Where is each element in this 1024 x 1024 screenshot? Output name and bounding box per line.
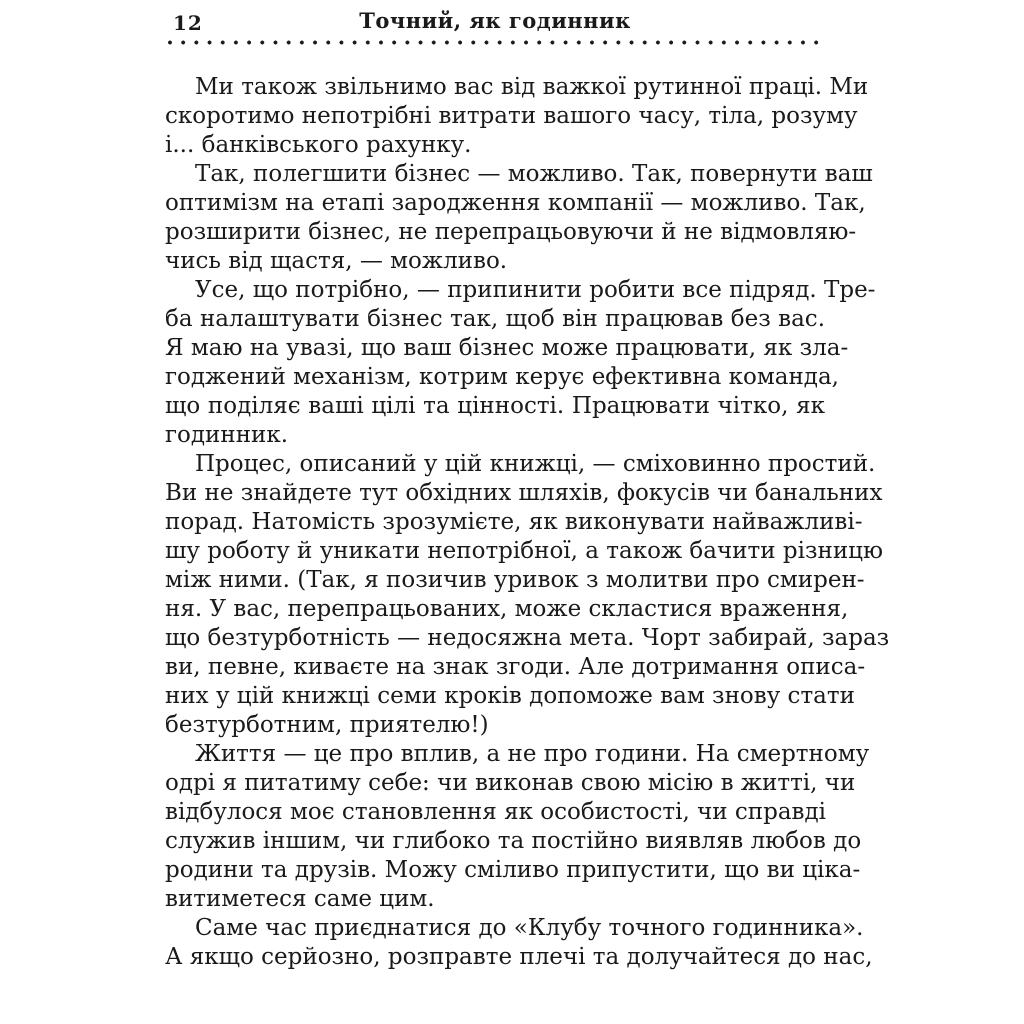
- text-line: ня. У вас, перепрацьованих, може скластися враження,: [165, 596, 849, 622]
- text-line: Я маю на увазі, що ваш бізнес може працювати, як зла-: [165, 335, 849, 361]
- page-number: 12: [173, 11, 203, 35]
- text-line: оптимізм на етапі зародження компанії — можливо. Так,: [165, 190, 866, 216]
- dotted-divider: [167, 39, 825, 46]
- text-line: і... банківського рахунку.: [165, 132, 472, 158]
- paragraph: [165, 276, 876, 450]
- text-line: них у цій книжці семи кроків допоможе вам знову стати: [165, 683, 855, 709]
- text-line: Так, полегшити бізнес — можливо. Так, повернути ваш: [195, 161, 873, 187]
- text-line: відбулося моє становлення як особистості, чи справді: [165, 799, 827, 825]
- text-line: Усе, що потрібно, — припинити робити все підряд. Тре-: [195, 277, 876, 303]
- paragraph: [165, 160, 873, 276]
- text-line: що поділяє ваші цілі та цінності. Працювати чітко, як: [165, 393, 825, 419]
- paragraph: [165, 740, 870, 914]
- text-line: родини та друзів. Можу сміливо припустити, що ви ціка-: [165, 857, 861, 883]
- paragraph: [165, 450, 890, 740]
- text-line: шу роботу й уникати непотрібної, а також бачити різницю: [165, 538, 883, 564]
- text-line: безтурботним, приятелю!): [165, 712, 489, 738]
- page-body: [165, 73, 890, 972]
- running-title: Точний, як годинник: [359, 8, 631, 33]
- text-line: годжений механізм, котрим керує ефективна команда,: [165, 364, 839, 390]
- text-line: годинник.: [165, 422, 289, 448]
- text-line: ба налаштувати бізнес так, щоб він працював без вас.: [165, 306, 825, 332]
- text-line: Життя — це про вплив, а не про години. На смертному: [195, 741, 870, 767]
- text-line: скоротимо непотрібні витрати вашого часу, тіла, розуму: [165, 103, 858, 129]
- text-line: Саме час приєднатися до «Клубу точного годинника».: [195, 915, 864, 941]
- paragraph: [165, 914, 873, 972]
- text-line: ви, певне, киваєте на знак згоди. Але дотримання описа-: [165, 654, 866, 680]
- text-line: між ними. (Так, я позичив уривок з молитви про смирен-: [165, 567, 865, 593]
- text-line: розширити бізнес, не перепрацьовуючи й не відмовляю-: [165, 219, 857, 245]
- text-line: чись від щастя, — можливо.: [165, 248, 508, 274]
- text-line: А якщо серйозно, розправте плечі та долучайтеся до нас,: [165, 944, 873, 970]
- text-line: Процес, описаний у цій книжці, — сміховинно простий.: [195, 451, 876, 477]
- text-line: порад. Натомість зрозумієте, як виконувати найважливі-: [165, 509, 863, 535]
- page-header: [165, 8, 825, 38]
- text-line: Ми також звільнимо вас від важкої рутинної праці. Ми: [195, 74, 869, 100]
- text-line: одрі я питатиму себе: чи виконав свою місію в житті, чи: [165, 770, 856, 796]
- paragraph: [165, 73, 869, 160]
- text-line: Ви не знайдете тут обхідних шляхів, фокусів чи банальних: [165, 480, 883, 506]
- text-line: що безтурботність — недосяжна мета. Чорт забирай, зараз: [165, 625, 890, 651]
- text-line: витиметеся саме цим.: [165, 886, 435, 912]
- text-line: служив іншим, чи глибоко та постійно виявляв любов до: [165, 828, 862, 854]
